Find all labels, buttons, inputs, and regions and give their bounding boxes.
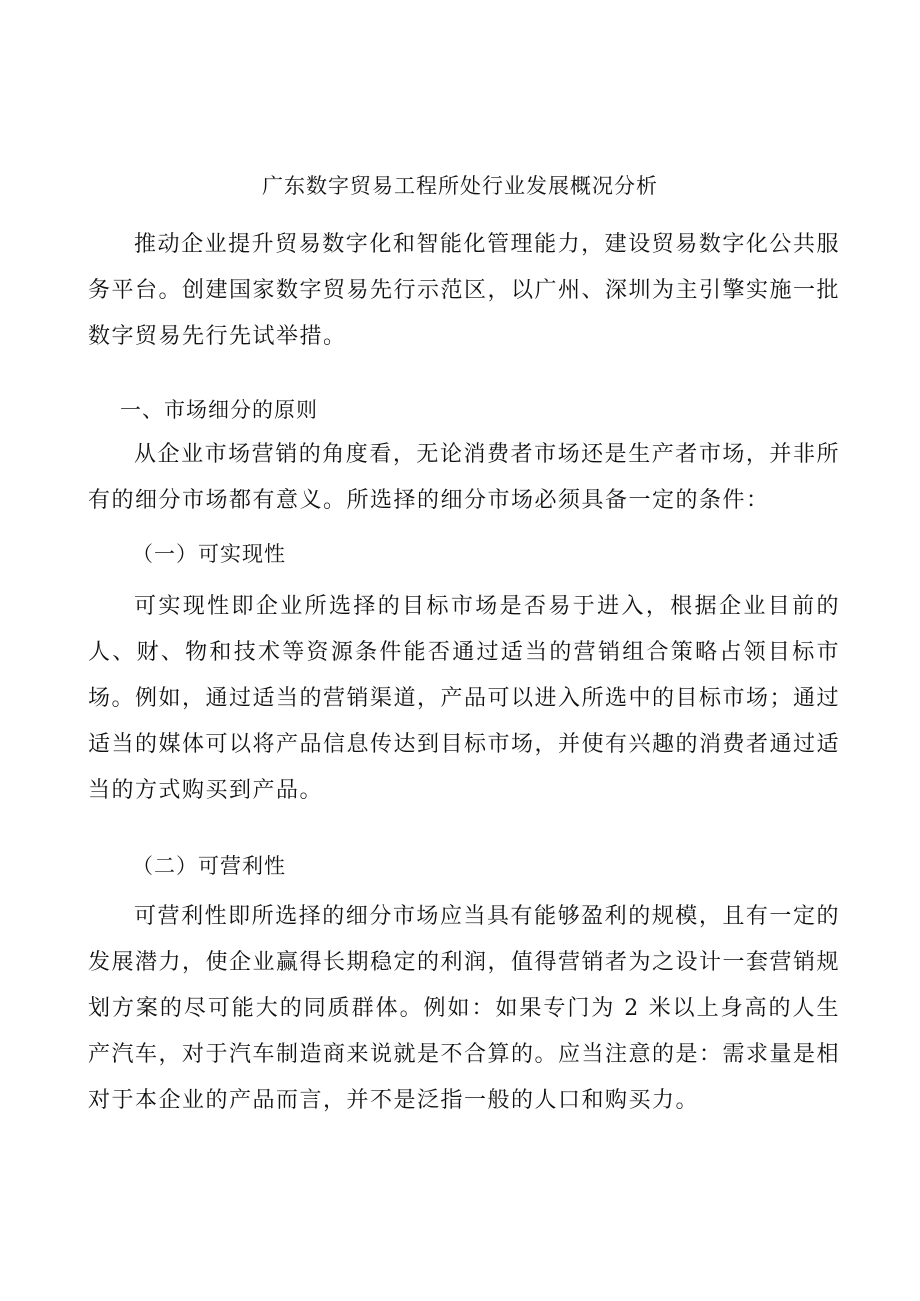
document-title: 广东数字贸易工程所处行业发展概况分析 [262, 174, 658, 198]
subsection-paragraph-feasibility: 可实现性即企业所选择的目标市场是否易于进入，根据企业目前的人、财、物和技术等资源条件能否通过适当的营销组合策略占领目标市场。例如，通过适当的营销渠道，产品可以进入所选中的目标市场；通过适当的媒体可以将产品信息传达到目标市场，并使有兴趣的消费者通过适当的方式购买到产品。 [88, 594, 841, 803]
subsection-paragraph-profitability: 可营利性即所选择的细分市场应当具有能够盈利的规模，且有一定的发展潜力，使企业赢得长期稳定的利润，值得营销者为之设计一套营销规划方案的尽可能大的同质群体。例如：如果专门为 2 米以上身高的人生产汽车，对于汽车制造商来说就是不合算的。应当注意的是：需求量是相对于本企业的产品而言，并不是泛指一般的人口和购买力。 [88, 904, 841, 1113]
section-heading-market-segmentation: 一、市场细分的原则 [120, 398, 318, 422]
subsection-heading-profitability: （二）可营利性 [132, 854, 286, 878]
intro-paragraph: 推动企业提升贸易数字化和智能化管理能力，建设贸易数字化公共服务平台。创建国家数字贸易先行示范区，以广州、深圳为主引擎实施一批数字贸易先行先试举措。 [88, 232, 841, 349]
subsection-heading-feasibility: （一）可实现性 [132, 542, 286, 566]
section-paragraph-market-segmentation: 从企业市场营销的角度看，无论消费者市场还是生产者市场，并非所有的细分市场都有意义。所选择的细分市场必须具备一定的条件： [88, 442, 840, 513]
